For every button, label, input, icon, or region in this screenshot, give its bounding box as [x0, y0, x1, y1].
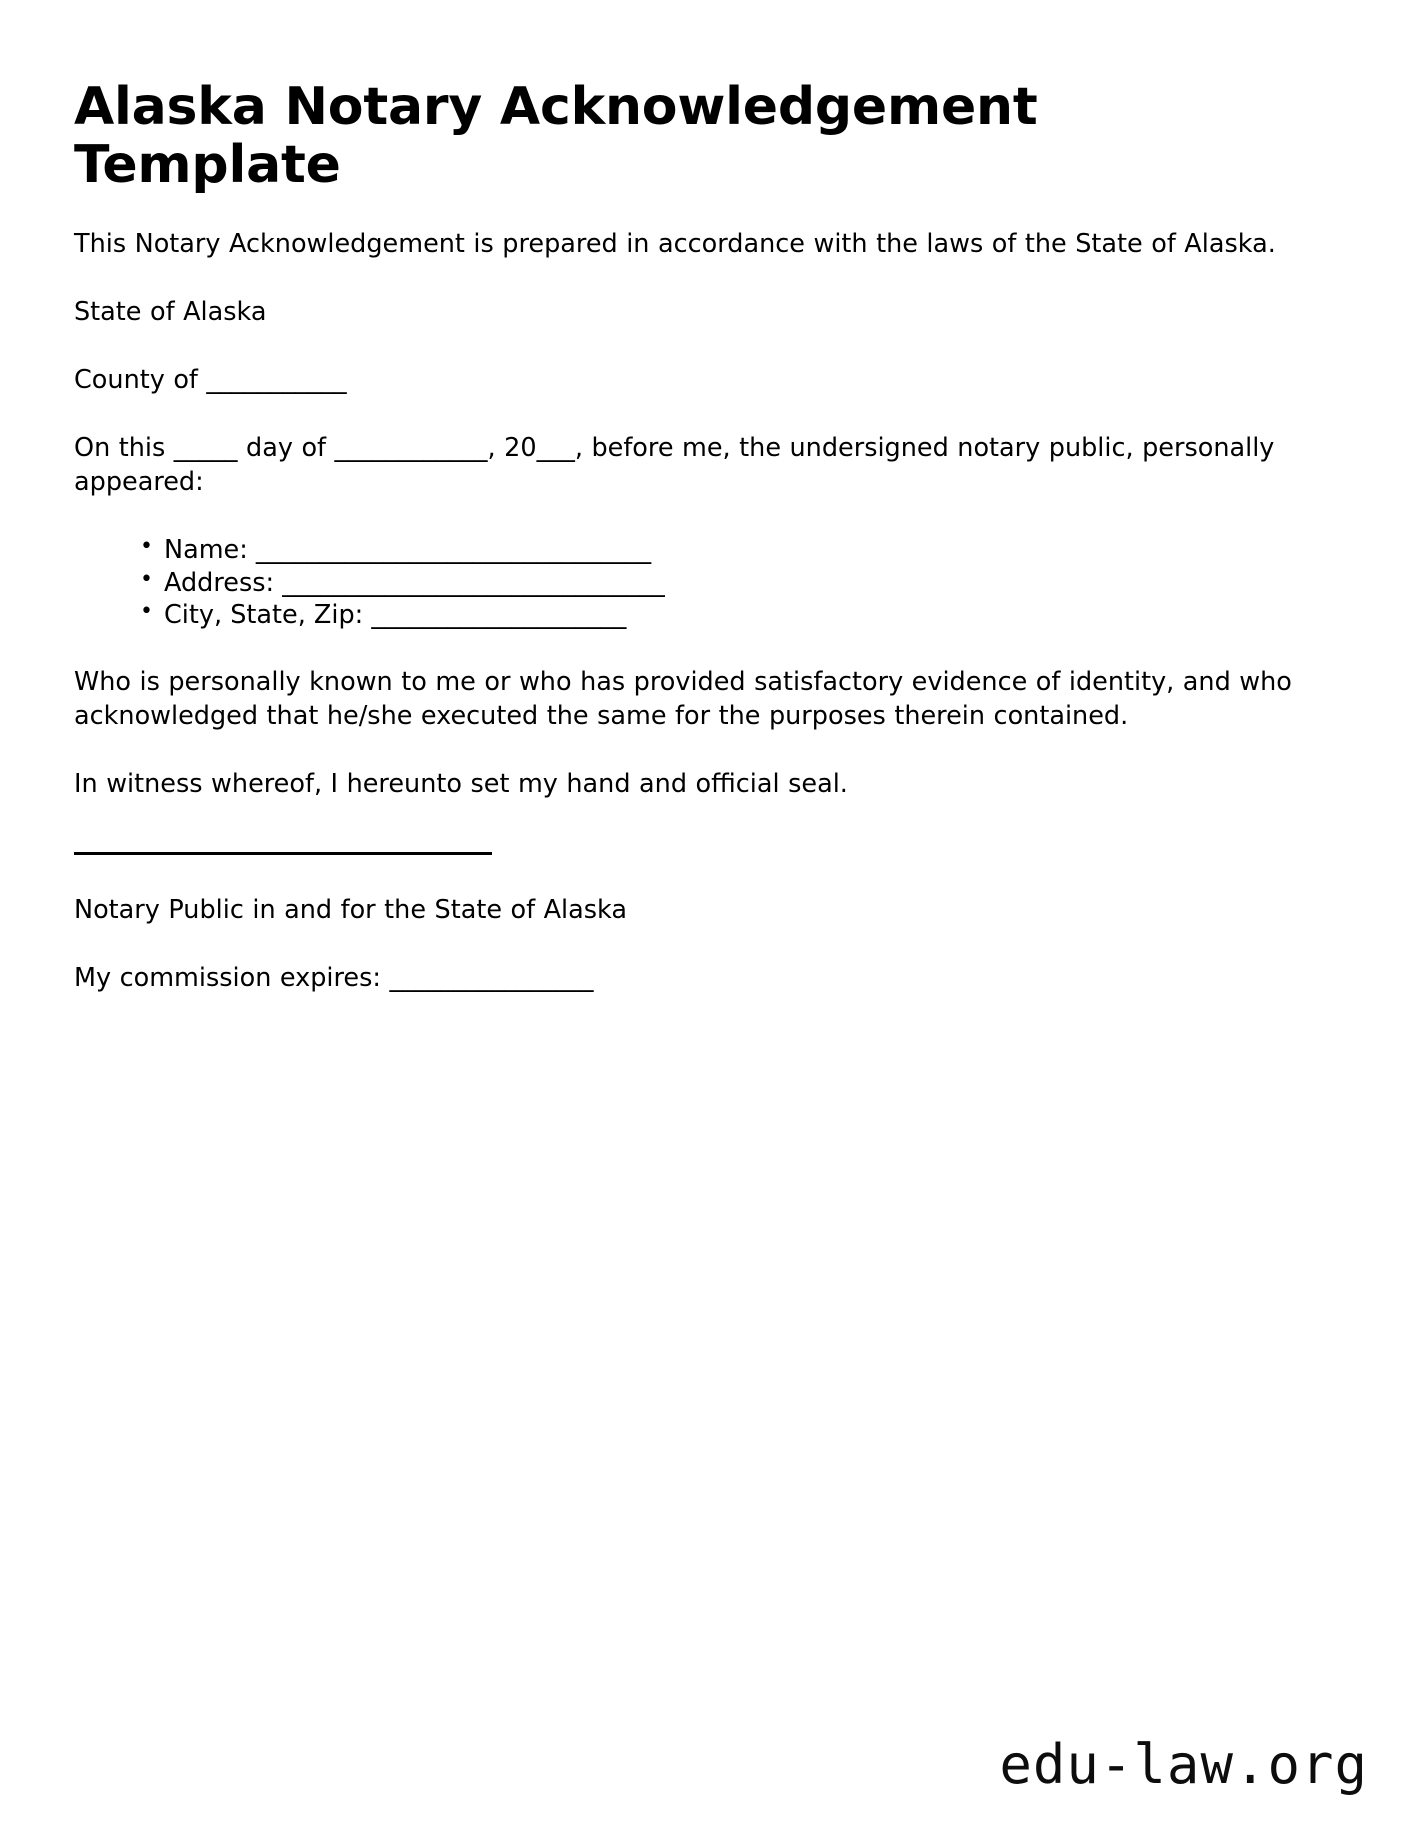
- party-field-list: [74, 534, 1332, 632]
- list-item-name: • Name: _______________________________: [114, 534, 1332, 567]
- signature-line: [74, 836, 1332, 862]
- witness-paragraph: In witness whereof, I hereunto set my hand and official seal.: [74, 768, 848, 799]
- notary-title-line: Notary Public in and for the State of Alaska: [74, 894, 627, 925]
- footer-watermark: edu-law.org: [999, 1733, 1368, 1796]
- page-title: Alaska Notary Acknowledgement Template: [74, 77, 1038, 196]
- signature-rule-icon: [74, 852, 492, 855]
- identity-paragraph: Who is personally known to me or who has provided satisfactory evidence of identity, and who acknowledged that he/she executed the same for the purposes therein contained.: [74, 666, 1292, 731]
- document-body: [74, 78, 1332, 1029]
- state-line: State of Alaska: [74, 297, 267, 328]
- list-item-address: • Address: ______________________________: [114, 567, 1332, 600]
- intro-paragraph: This Notary Acknowledgement is prepared in accordance with the laws of the State of Alaska.: [74, 229, 1276, 260]
- county-line: County of ___________: [74, 365, 347, 396]
- list-item-city-state-zip: • City, State, Zip: ____________________: [114, 599, 1332, 632]
- appearance-paragraph: On this _____ day of ____________, 20___, before me, the undersigned notary public, personally appeared:: [74, 433, 1275, 498]
- commission-expiration-line: My commission expires: ________________: [74, 962, 594, 993]
